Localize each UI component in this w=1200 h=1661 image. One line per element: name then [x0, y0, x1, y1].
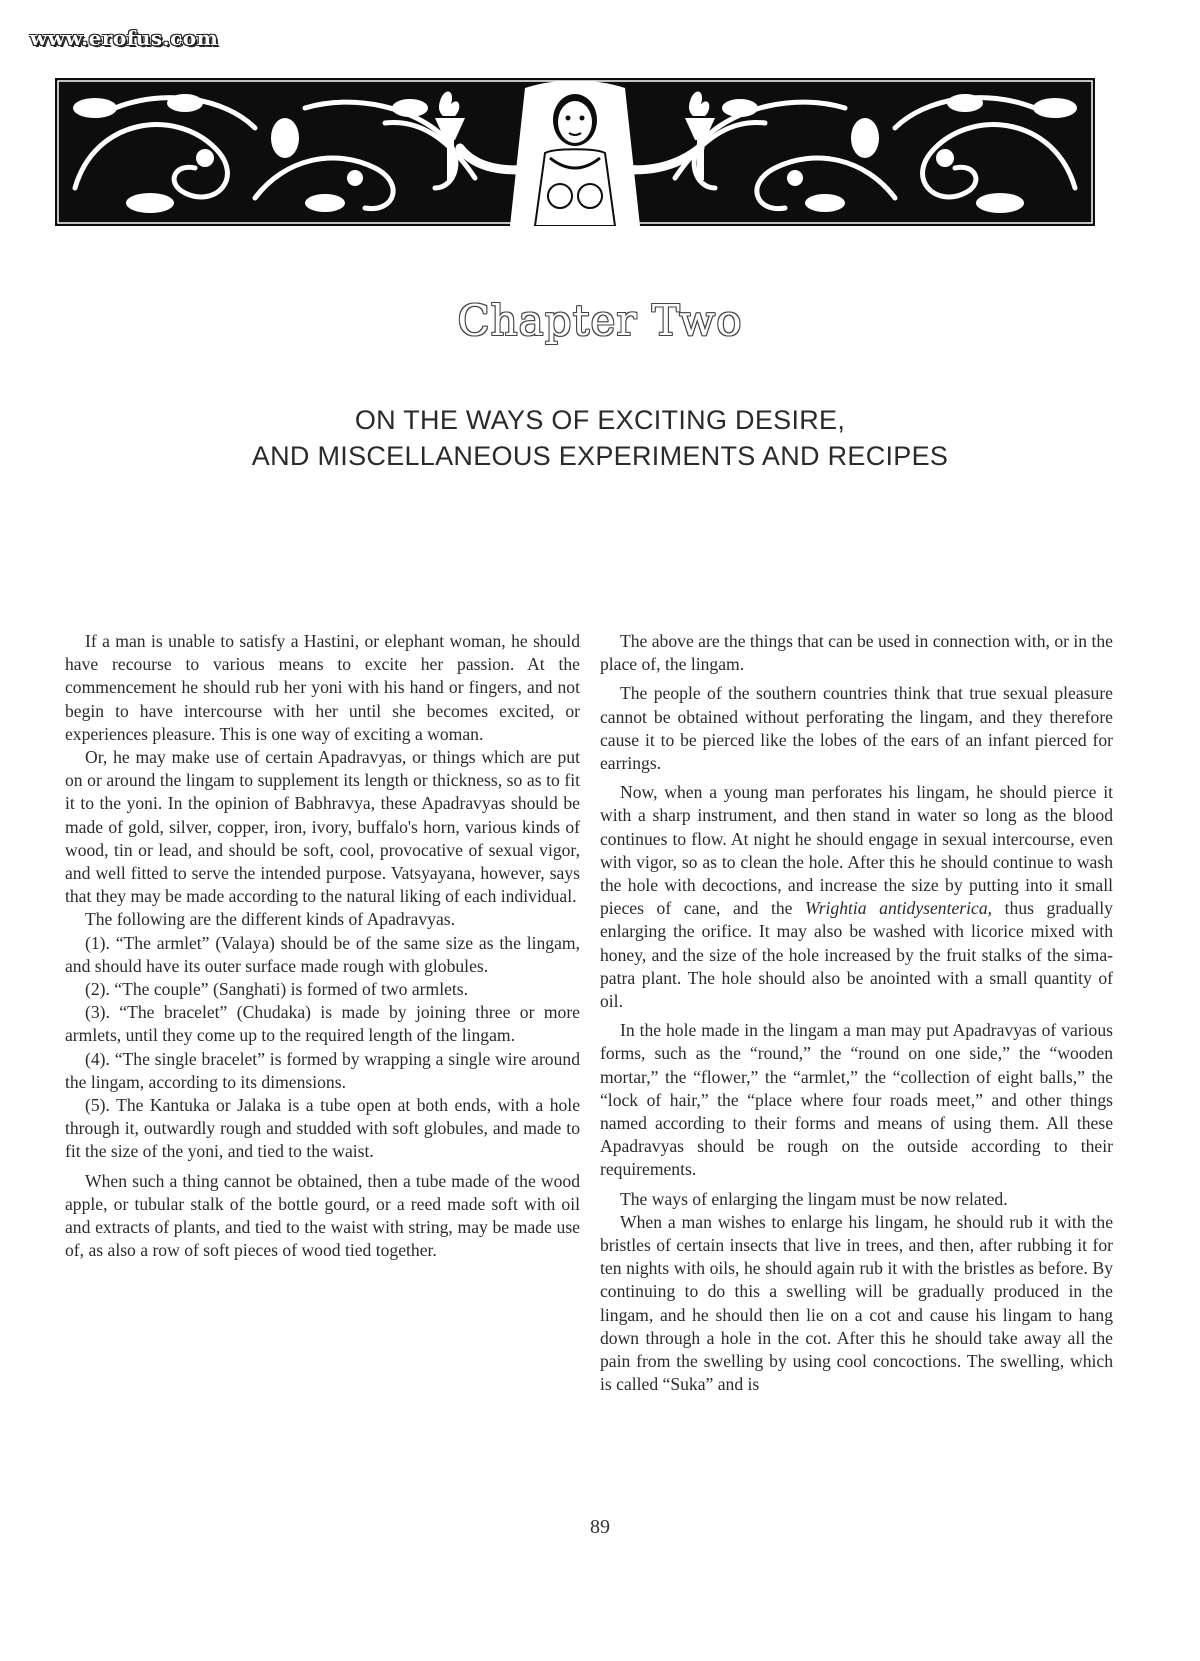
paragraph: The ways of enlarging the lingam must be now related.: [620, 1188, 1008, 1209]
italic-plant-name: Wrightia antidysenterica,: [805, 898, 993, 919]
paragraph-text: thus gradually enlarging the orifice. It may also be washed with licorice mixed with honey, and the size of the hole increased by the fruit stalks of the sima-patra plant. The hole should also be anointed with a small quantity of oil.: [600, 898, 1113, 1012]
subtitle-line-2: AND MISCELLANEOUS EXPERIMENTS AND RECIPES: [251, 441, 949, 471]
paragraph: In the hole made in the lingam a man may put Apadravyas of various forms, such as the “round,” the “round on one side,” the “wooden mortar,” the “flower,” the “armlet,” the “collection of eight balls,” the “lock of hair,” the “place where four roads meet,” and other things named according to their forms and means of using them. All these Apadravyas should be rough on the outside according to their requirements.: [600, 1020, 1113, 1180]
paragraph: Or, he may make use of certain Apadravyas, or things which are put on or around the lingam to supplement its length or thickness, so as to fit it to the yoni. In the opinion of Babhravya, these Apadravyas should be made of gold, silver, copper, iron, ivory, buffalo's horn, various kinds of wood, tin or lead, and should be soft, cool, provocative of sexual vigor, and well fitted to serve the intended purpose. Vatsyayana, however, says that they may be made according to the natural liking of each individual.: [65, 747, 580, 907]
paragraph: If a man is unable to satisfy a Hastini, or elephant woman, he should have recourse to various means to excite her passion. At the commencement he should rub her yoni with his hand or fingers, and not begin to have intercourse with her until she becomes excited, or experiences pleasure. This is one way of exciting a woman.: [65, 631, 580, 744]
paragraph-text: Now, when a young man perforates his lingam, he should pierce it with a sharp instrument, and then stand in water so long as the blood continues to flow. At night he should engage in sexual intercourse, even with vigor, so as to clean the hole. After this he should continue to wash the hole with decoctions, and increase the size by putting into it small pieces of cane, and the: [600, 782, 1113, 919]
paragraph: The following are the different kinds of Apadravyas.: [85, 909, 456, 930]
page-number: 89: [590, 1516, 610, 1538]
chapter-subtitle: [0, 402, 1200, 474]
paragraph: (4). “The single bracelet” is formed by wrapping a single wire around the lingam, according to its dimensions.: [65, 1048, 580, 1092]
paragraph: (1). “The armlet” (Valaya) should be of the same size as the lingam, and should have its outer surface made rough with globules.: [65, 932, 580, 976]
paragraph: (2). “The couple” (Sanghati) is formed of two armlets.: [85, 979, 469, 1000]
right-column: [600, 630, 1113, 1397]
paragraph: (3). “The bracelet” (Chudaka) is made by joining three or more armlets, until they come up to the required length of the lingam.: [65, 1002, 580, 1046]
paragraph: When such a thing cannot be obtained, then a tube made of the wood apple, or tubular stalk of the bottle gourd, or a reed made soft with oil and extracts of plants, and tied to the waist with string, may be made use of, as also a row of soft pieces of wood tied together.: [65, 1170, 580, 1261]
left-column: [65, 630, 580, 1262]
paragraph: The above are the things that can be used in connection with, or in the place of, the lingam.: [600, 631, 1113, 675]
subtitle-line-1: ON THE WAYS OF EXCITING DESIRE,: [354, 405, 846, 435]
paragraph: [600, 781, 1113, 1013]
ornamental-banner: [55, 78, 1095, 226]
watermark: www.erofus.com: [30, 26, 219, 50]
chapter-title: Chapter Two: [457, 296, 743, 345]
paragraph: The people of the southern countries think that true sexual pleasure cannot be obtained without perforating the lingam, and they therefore cause it to be pierced like the lobes of the ears of an infant pierced for earrings.: [600, 683, 1113, 774]
paragraph: (5). The Kantuka or Jalaka is a tube open at both ends, with a hole through it, outwardly rough and studded with soft globules, and made to fit the size of the yoni, and tied to the waist.: [65, 1095, 580, 1162]
paragraph: When a man wishes to enlarge his lingam, he should rub it with the bristles of certain insects that live in trees, and then, after rubbing it for ten nights with oils, he should again rub it with the bristles as before. By continuing to do this a swelling will be gradually produced in the lingam, and he should then lie on a cot and cause his lingam to hang down through a hole in the cot. After this he should take away all the pain from the swelling by using cool concoctions. The swelling, which is called “Suka” and is: [600, 1211, 1113, 1395]
ornamental-banner-icon: [55, 78, 1095, 226]
